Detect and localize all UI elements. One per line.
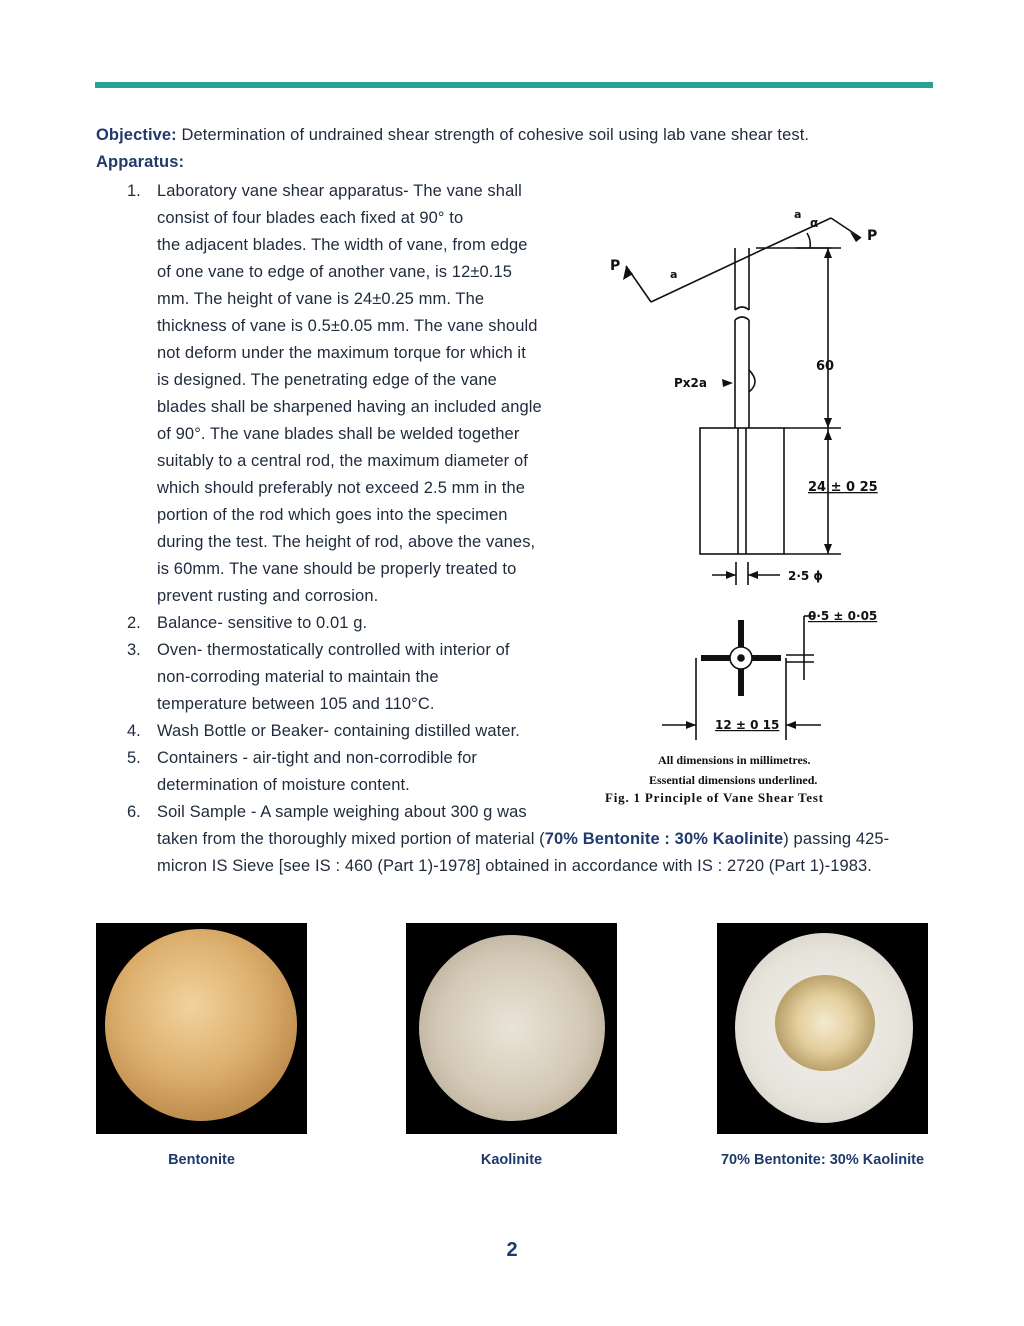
caption-mixture: 70% Bentonite: 30% Kaolinite (720, 1152, 925, 1168)
objective-line (96, 125, 809, 145)
figure-caption: Fig. 1 Principle of Vane Shear Test (605, 790, 824, 805)
list-item-line: consist of four blades each fixed at 90° to (157, 209, 464, 227)
arrowhead (786, 721, 796, 729)
bentonite-powder (105, 929, 297, 1121)
list-item-line: Laboratory vane shear apparatus- The vane shall (157, 182, 522, 200)
torque-arm-right (766, 218, 831, 248)
label-dim-05: 0·5 ± 0·05 (808, 609, 878, 623)
alpha-arc (807, 233, 810, 248)
label-a-right: a (794, 208, 802, 221)
list-item-line: temperature between 105 and 110°C. (157, 695, 435, 713)
list-item-line: prevent rusting and corrosion. (157, 587, 379, 605)
list-item-line: Soil Sample - A sample weighing about 300 g was (157, 803, 527, 821)
arrowhead (726, 571, 736, 579)
sample-mix: 70% Bentonite : 30% Kaolinite (544, 830, 784, 848)
list-item-line: Oven- thermostatically controlled with interior of (157, 641, 510, 659)
arrowhead (722, 379, 733, 387)
list-item-line: blades shall be sharpened having an included angle (157, 398, 542, 416)
photo-kaolinite (406, 923, 617, 1134)
apparatus-heading: Apparatus: (96, 153, 185, 171)
caption-kaolinite: Kaolinite (480, 1152, 543, 1168)
torque-arc (749, 370, 755, 392)
vane-blade (700, 428, 784, 554)
list-item-line: not deform under the maximum torque for which it (157, 344, 526, 362)
list-item-line: suitably to a central rod, the maximum diameter of (157, 452, 528, 470)
list-item-line: of 90°. The vane blades shall be welded together (157, 425, 520, 443)
list-item-line: portion of the rod which goes into the specimen (157, 506, 508, 524)
arrowhead (824, 418, 832, 428)
list-item-line: of one vane to edge of another vane, is 12±0.15 (157, 263, 513, 281)
list-item-line: Containers - air-tight and non-corrodible for (157, 749, 477, 767)
item-number: 6. (127, 803, 141, 821)
sample-text: ) passing 425- (783, 830, 890, 848)
list-item-line: Wash Bottle or Beaker- containing distilled water. (157, 722, 520, 740)
label-a-left: a (670, 268, 678, 281)
label-p-right: P (867, 228, 878, 244)
list-item-line: thickness of vane is 0.5±0.05 mm. The vane should (157, 317, 538, 335)
list-item-line: Balance- sensitive to 0.01 g. (157, 614, 368, 632)
force-line-right (831, 218, 861, 238)
list-item-line: determination of moisture content. (157, 776, 410, 794)
label-alpha: α (810, 216, 819, 230)
label-p-left: P (610, 258, 621, 274)
list-item-line: is 60mm. The vane should be properly treated to (157, 560, 517, 578)
item-number: 3. (127, 641, 141, 659)
item-number: 1. (127, 182, 141, 200)
page-number: 2 (506, 1239, 518, 1261)
arrowhead (748, 571, 758, 579)
kaolinite-dish (419, 935, 605, 1121)
list-item-line: non-corroding material to maintain the (157, 668, 439, 686)
arrowhead (824, 430, 832, 440)
figure-note: All dimensions in millimetres. (658, 753, 811, 767)
sample-text: taken from the thoroughly mixed portion of material ( (157, 830, 545, 848)
vane-diagram (596, 180, 896, 810)
objective-label: Objective: (96, 126, 177, 144)
mixture-dish (775, 975, 875, 1071)
arrowhead (824, 248, 832, 258)
item-number: 4. (127, 722, 141, 740)
label-dim-24: 24 ± 0 25 (808, 480, 878, 495)
list-item-line: the adjacent blades. The width of vane, from edge (157, 236, 528, 254)
caption-bentonite: Bentonite (168, 1152, 235, 1168)
list-item-line: is designed. The penetrating edge of the vane (157, 371, 497, 389)
cross-center (738, 655, 744, 661)
photo-mixture (717, 923, 928, 1134)
item-number: 2. (127, 614, 141, 632)
top-rule (95, 82, 933, 88)
list-item-line: micron IS Sieve [see IS : 460 (Part 1)-1978] obtained in accordance with IS : 2720 (Part 1)-1983. (157, 857, 872, 875)
arrowhead (686, 721, 696, 729)
label-dim-12: 12 ± 0 15 (715, 718, 780, 732)
rod-break (735, 317, 749, 320)
objective-text: Determination of undrained shear strength of cohesive soil using lab vane shear test. (176, 126, 810, 144)
list-item-line: mm. The height of vane is 24±0.25 mm. The (157, 290, 485, 308)
list-item-line (157, 829, 889, 849)
figure-note: Essential dimensions underlined. (649, 773, 818, 787)
label-dim-60: 60 (816, 359, 835, 374)
rod-break (735, 307, 749, 310)
list-item-line: during the test. The height of rod, above the vanes, (157, 533, 536, 551)
photo-bentonite (96, 923, 307, 1134)
item-number: 5. (127, 749, 141, 767)
label-px2a: Px2a (674, 376, 707, 390)
label-dim-25: 2·5 ϕ (788, 569, 823, 583)
list-item-line: which should preferably not exceed 2.5 mm in the (157, 479, 526, 497)
arrowhead (824, 544, 832, 554)
vane-shear-figure (596, 180, 896, 810)
